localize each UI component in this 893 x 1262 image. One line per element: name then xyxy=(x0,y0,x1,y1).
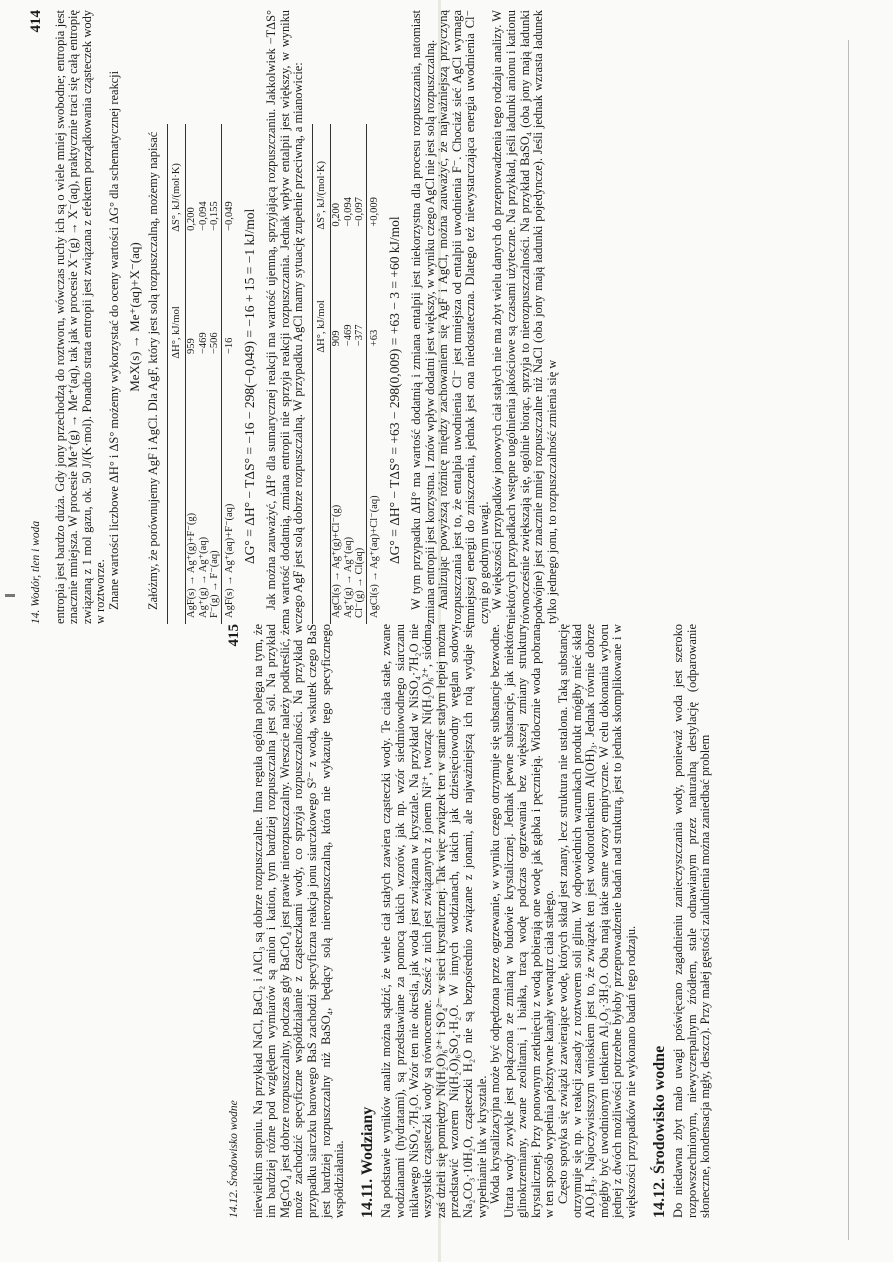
left-page xyxy=(30,10,850,624)
table-cell: Cl⁻(g) → Cl(aq) xyxy=(354,547,366,618)
table-cell: −506 xyxy=(209,332,221,354)
table-cell: 959 xyxy=(186,338,198,354)
scan-smudge xyxy=(5,594,15,597)
paragraph: niewielkim stopniu. Na przykład NaCl, BaCl₂ i AlCl₃ są dobrze rozpuszczalne. Inna reguła ogólna polega na tym, że im bardziej różne pod względem wymiarów są anion i kation, tym bardziej rozpuszczalna jest sól. Na przykład MgCrO₄ jest dobrze rozpuszczalny, podczas gdy BaCrO₄ jest prawie nierozpuszczalny. Wreszcie należy podkreślić, że może zachodzić specyficzne współdziałanie z cząsteczkami wody, co sprzyja rozpuszczalności. Na przykład w przypadku siarczku barowego BaS zachodzi specyficzna reakcja jonu siarczkowego S²⁻ z wodą, wskutek czego BaS jest bardziej rozpuszczalny niż BaSO₄, będący solą nierozpuszczalną, która nie wykazuje tego specyficznego współdziałania. xyxy=(250,624,347,1218)
section-heading: 14.11. Wodziany xyxy=(358,1106,376,1218)
right-page-number: 415 xyxy=(226,624,242,647)
table-row xyxy=(354,124,366,624)
table-row xyxy=(331,124,343,624)
table-sum-row xyxy=(221,124,235,624)
table-cell: Ag⁺(g) → Ag⁺(aq) xyxy=(342,536,354,618)
table-cell: AgCl(s) → Ag⁺(aq)+Cl⁻(aq) xyxy=(366,386,380,624)
thermo-table-agcl xyxy=(312,124,381,624)
table-header: ΔH°, kJ/mol xyxy=(312,267,331,387)
table-row xyxy=(343,124,355,624)
table-header: ΔH°, kJ/mol xyxy=(167,271,186,394)
table-sum-row xyxy=(366,124,380,624)
table-cell: AgCl(s) → Ag⁺(g)+Cl⁻(g) xyxy=(331,504,343,618)
table-cell: −0,094 xyxy=(342,197,354,227)
paragraph: Do niedawna zbyt mało uwagi poświęcano zagadnieniu zanieczyszczania wody, ponieważ woda jest szeroko rozpowszechnionym, niewyczerpalnym źródłem, stale odnawianym przez naturalną destylację (odparowanie słoneczne, kondensacja mgły, deszcz). Przy małej gęstości zaludnienia można zaniedbać problem xyxy=(671,624,713,1218)
table-cell: −16 xyxy=(221,271,235,394)
right-running-title: 14.12. Środowisko wodne xyxy=(228,1100,240,1218)
table-header: ΔS°, kJ/(mol·K) xyxy=(312,124,331,267)
paragraph: Znane wartości liczbowe ΔH° i ΔS° możemy wykorzystać do oceny wartości ΔG° dla schematycznej reakcji xyxy=(106,70,121,610)
table-cell: 0,200 xyxy=(186,207,198,231)
paragraph: Analizując powyższą różnicę między zachowaniem się AgF i AgCl, można zauważyć, że najważniejszą przyczyną rozpuszczania jest to, że entalpia uwodnienia Cl⁻ jest mniejsza od entalpii uwodnienia F⁻. Chociaż sieć AgCl wymaga mniejszej energii do zniszczenia, jednak jest ona niedostateczna. Dlatego też niewystarczająca energia uwodnienia Cl⁻ czyni go godnym uwagi. xyxy=(436,10,491,624)
equation: ΔG° = ΔH° − TΔS° = +63 − 298(0,009) = +63 − 3 = +60 kJ/mol xyxy=(387,216,403,564)
table-cell: +0,009 xyxy=(366,124,380,267)
table-cell: 0,200 xyxy=(331,203,343,227)
table-cell: AgF(s) → Ag⁺(g)+F⁻(g) xyxy=(186,512,198,618)
paragraph: Na podstawie wyników analiz można sądzić, że wiele ciał stałych zawiera cząsteczki wody. Te ciała stałe, zwane wodzianami (hydratami), są przedstawiane za pomocą takich wzorów, jak np. wzór siedmiowodnego siarczanu niklawego NiSO₄·7H₂O. Wzór ten nie określa, jak woda jest związana w krysztale. Na przykład w NiSO₄·7H₂O nie wszystkie cząsteczki wody są równocenne. Sześć z nich jest związanych z jonem Ni²⁺, tworząc Ni(H₂O)₆²⁺, siódma zaś dzieli się pomiędzy Ni(H₂O)₆²⁺ i SO₄²⁻ w sieci krystalicznej. Tak więc związek ten w stanie stałym lepiej można przedstawić wzorem Ni(H₂O)₆SO₄·H₂O. W innych wodzianach, takich jak dziesięciowodny węglan sodowy Na₂CO₃·10H₂O, cząsteczki H₂O nie są bezpośrednio związane z jonami, ale najważniejszą ich rolą wydaje się wypełnianie luk w krysztale. xyxy=(379,624,489,1218)
table-row xyxy=(186,124,198,624)
table-cell: −0,094 xyxy=(197,201,209,231)
table-header: ΔS°, kJ/(mol·K) xyxy=(167,124,186,271)
table-cell: AgF(s) → Ag⁺(aq)+F⁻(aq) xyxy=(221,394,235,624)
table-row xyxy=(209,124,221,624)
table-cell: F⁻(g) → F⁻(aq) xyxy=(209,550,221,618)
left-running-head xyxy=(30,10,44,624)
table-cell: 909 xyxy=(331,330,343,347)
paragraph: Jak można zauważyć, ΔH° dla sumarycznej reakcji ma wartość ujemną, sprzyjającą rozpuszczaniu. Jakkolwiek −TΔS° ma wartość dodatnią, zmiana entropii nie sprzyja reakcji rozpuszczania. Jednak wpływ entalpii jest większy, w wyniku czego AgF jest solą dobrze rozpuszczalną. W przypadku AgCl mamy sytuację zupełnie przeciwną, a mianowicie: xyxy=(263,10,306,624)
table-cell: −0,155 xyxy=(209,201,221,231)
table-cell: −0,097 xyxy=(354,197,366,227)
paragraph: W tym przypadku ΔH° ma wartość dodatnią i zmiana entalpii jest niekorzystna dla procesu rozpuszczania, natomiast zmiana entropii jest korzystna. I znów wpływ dodatni jest większy, w wyniku czego AgCl nie jest solą rozpuszczalną. xyxy=(408,10,437,624)
table-cell: −377 xyxy=(354,324,366,347)
left-page-number: 414 xyxy=(28,10,44,33)
right-page xyxy=(226,624,713,1218)
table-cell: −469 xyxy=(342,324,354,347)
paragraph: entropia jest bardzo duża. Gdy jony przechodzą do roztworu, wówczas ruchy ich są o wiele mniej swobodne; entropia jest znacznie mniejsza. W procesie Me⁺(g) → Me⁺(aq), tak jak w procesie X⁻(g) → X⁻(aq), praktycznie traci się całą entropię związaną z 1 mol gazu, ok. 50 J/(K·mol). Ponadto strata entropii jest związana z efektem porządkowania cząsteczek wody w roztworze. xyxy=(52,10,108,624)
equation: MeX(s) → Me⁺(aq)+X⁻(aq) xyxy=(126,242,142,392)
section-heading: 14.12. Środowisko wodne xyxy=(650,1045,668,1218)
paragraph: W większości przypadków jonowych ciał stałych nie ma zbyt wielu danych do przeprowadzenia tego rodzaju analizy. W niektórych przypadkach wstępne uogólnienia jakościowe są czasami użyteczne. Na przykład, jeśli ładunki anionu i kationu równocześnie zwiększają się, ogólnie biorąc, sprzyja to nierozpuszczalności. Na przykład BaSO₄ (oba jony mają ładunki podwójne) jest znacznie mniej rozpuszczalne niż NaCl (oba jony mają ładunki pojedyncze). Jeśli jednak wzrasta ładunek tylko jednego jonu, to rozpuszczalność zmienia się w xyxy=(490,10,559,624)
paragraph: Często spotyka się związki zawierające wodę, których skład jest znany, lecz struktura nie ustalona. Taką substancję otrzymuje się np. w reakcji zasady z roztworem soli glinu. W odpowiednich warunkach produkt mógłby mieć skład AlO₃H₃. Najoczywistszym wnioskiem jest to, że związek ten jest wodorotlenkiem Al(OH)₃. Jednak równie dobrze mógłby być uwodnionym tlenkiem Al₂O₃·3H₂O. Oba mają takie same wzory empiryczne. W celu dokonania wyboru jednej z dwóch możliwości potrzebne byłoby przeprowadzenie badań nad strukturą, jest to jednak skomplikowane i w większości przypadków nie wykonano badań tego rodzaju. xyxy=(556,624,639,1218)
equation: ΔG° = ΔH° − TΔS° = −16 − 298(−0,049) = −16 + 15 = −1 kJ/mol xyxy=(242,208,258,564)
table-cell: +63 xyxy=(366,267,380,387)
paragraph: Woda krystalizacyjna może być odpędzona przez ogrzewanie, w wyniku czego otrzymuje się substancje bezwodne. Utrata wody zwykle jest połączona ze zmianą w budowie krystalicznej. Jednak pewne substancje, jak niektóre glinokrzemiany, zwane zeolitami, i białka, tracą wodę podczas ogrzewania bez większej zmiany struktury krystalicznej. Przy ponownym zetknięciu z wodą pobierają one wodę jak gąbka i pęcznieją. Widocznie woda pobrana w ten sposób wypełnia półsztywne kanały wewnątrz ciała stałego. xyxy=(488,624,557,1218)
table-cell: −0,049 xyxy=(221,124,235,271)
thermo-table-agf xyxy=(167,124,236,624)
table-cell: −469 xyxy=(197,332,209,354)
right-running-head xyxy=(228,624,242,1218)
table-cell: Ag⁺(g) → Ag⁺(aq) xyxy=(197,536,209,618)
table-row xyxy=(198,124,210,624)
paragraph: Załóżmy, że porównujemy AgF i AgCl. Dla AgF, który jest solą rozpuszczalną, możemy napisać xyxy=(146,131,161,610)
left-running-title: 14. Wodór, tlen i woda xyxy=(30,520,42,624)
